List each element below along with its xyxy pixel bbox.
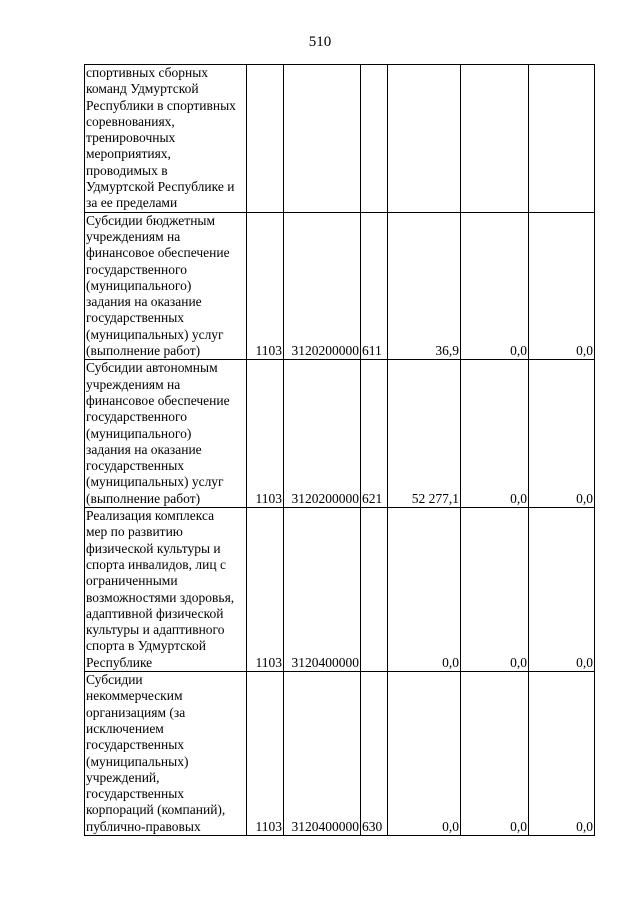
table-row [85,360,595,508]
table-row [85,672,595,836]
target-article-code: 3120200000 [284,212,361,360]
section-code: 1103 [247,672,284,836]
sum-1: 36,9 [388,212,461,360]
sum-3 [529,65,595,213]
section-code [247,65,284,213]
table-row [85,65,595,213]
page-number: 510 [308,34,332,50]
target-article-code [284,65,361,213]
section-code: 1103 [247,360,284,508]
sum-2: 0,0 [461,360,529,508]
sum-2: 0,0 [461,508,529,672]
sum-3: 0,0 [529,212,595,360]
section-code: 1103 [247,508,284,672]
expense-type-code [361,508,388,672]
expense-type-code: 621 [361,360,388,508]
row-name: Субсидии некоммерческим организациям (за исключением государственных (муниципальных) учреждений, государственных корпораций (компаний), публично-правовых [86,672,226,834]
sum-1 [388,65,461,213]
expense-type-code [361,65,388,213]
row-name-cell [85,508,247,672]
table-row [85,508,595,672]
row-name-cell [85,212,247,360]
table-row [85,212,595,360]
target-article-code: 3120200000 [284,360,361,508]
sum-3: 0,0 [529,672,595,836]
sum-1: 0,0 [388,508,461,672]
sum-1: 52 277,1 [388,360,461,508]
target-article-code: 3120400000 [284,672,361,836]
row-name-cell [85,65,247,213]
row-name: Реализация комплекса мер по развитию физической культуры и спорта инвалидов, лиц с ограниченными возможностями здоровья, адаптивной физической культуры и адаптивного спорта в Удмуртской Республике [86,508,235,670]
section-code: 1103 [247,212,284,360]
sum-2: 0,0 [461,672,529,836]
sum-1: 0,0 [388,672,461,836]
row-name: Субсидии бюджетным учреждениям на финансовое обеспечение государственного (муниципального) задания на оказание государственных (муниципальных) услуг (выполнение работ) [86,212,230,359]
sum-3: 0,0 [529,508,595,672]
row-name: Субсидии автономным учреждениям на финансовое обеспечение государственного (муниципального) задания на оказание государственных (муниципальных) услуг (выполнение работ) [86,360,230,506]
row-name-cell [85,360,247,508]
expense-type-code: 630 [361,672,388,836]
sum-2: 0,0 [461,212,529,360]
target-article-code: 3120400000 [284,508,361,672]
sum-2 [461,65,529,213]
expense-type-code: 611 [361,212,388,360]
sum-3: 0,0 [529,360,595,508]
budget-table [84,64,595,836]
row-name-cell [85,672,247,836]
row-name: спортивных сборных команд Удмуртской Республики в спортивных соревнованиях, тренировочных мероприятиях, проводимых в Удмуртской Республике и за ее пределами [86,65,236,211]
